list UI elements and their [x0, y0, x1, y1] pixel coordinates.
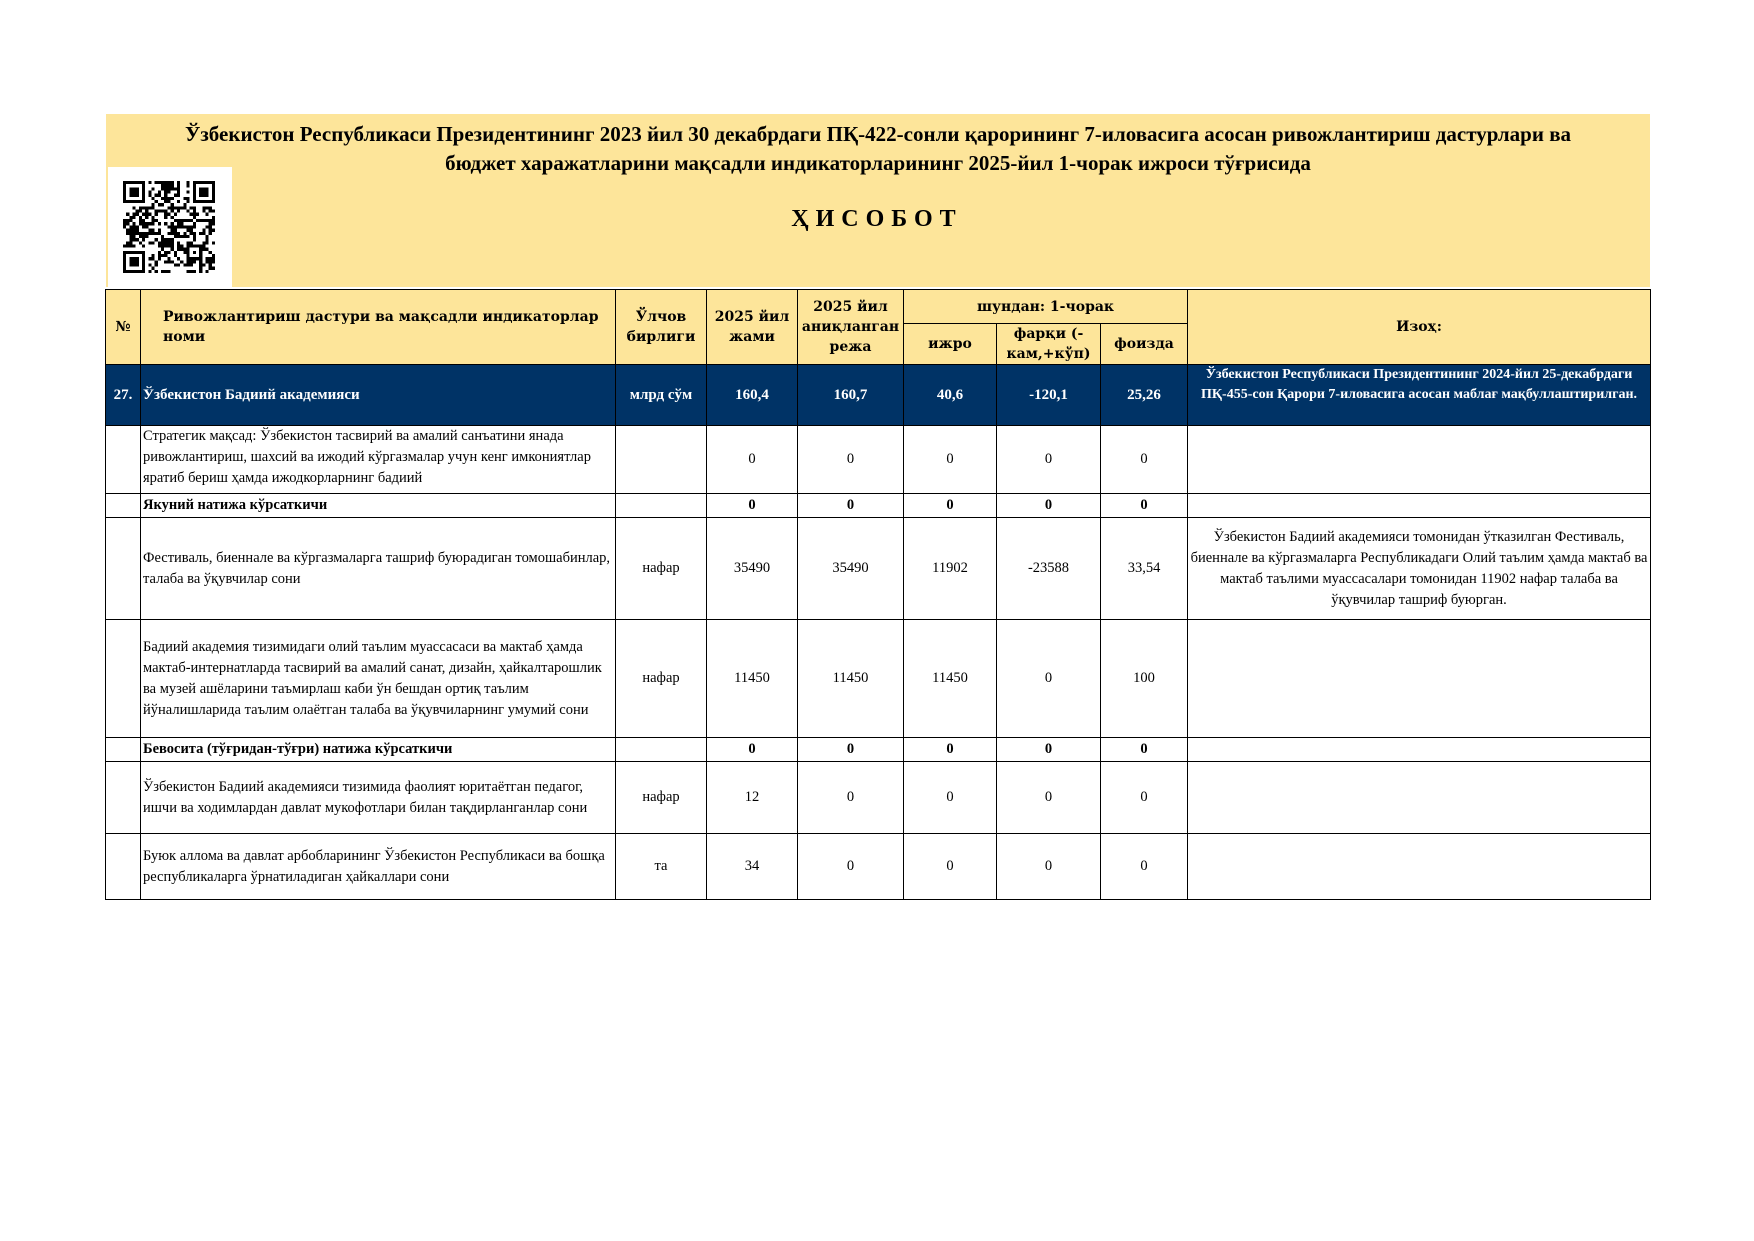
row-name: Ўзбекистон Бадиий академияси тизимида фаолият юритаётган педагог, ишчи ва ходимлардан давлат мукофотлари билан тақдирланганлар сони: [141, 762, 616, 834]
row-name: Стратегик мақсад: Ўзбекистон тасвирий ва амалий санъатини янада ривожлантириш, шахсий ва ижодий кўргазмалар учун кенг имкониятлар яратиб бериш ҳамда ижодкорларнинг бадиий: [141, 426, 616, 494]
row-note: [1188, 494, 1651, 518]
col-header-name: Ривожлантириш дастури ва мақсадли индикаторлар номи: [141, 290, 616, 365]
table-row: [106, 762, 1651, 834]
row-difference: -23588: [997, 518, 1101, 620]
row-no: [106, 620, 141, 738]
row-no: [106, 738, 141, 762]
row-no: [106, 762, 141, 834]
report-title-band: [106, 114, 1650, 287]
row-name: Бадиий академия тизимидаги олий таълим муассасаси ва мактаб ҳамда мактаб-интернатларда тасвирий ва амалий санат, дизайн, ҳайкалтарошлик ва музей ашёларини таъмирлаш каби ўн бешдан ортиқ таълим йўналишларида таълим олаётган талаба ва ўқувчиларнинг умумий сони: [141, 620, 616, 738]
col-header-note: Изоҳ:: [1188, 290, 1651, 365]
row-difference: 0: [997, 834, 1101, 900]
row-execution: 0: [904, 426, 997, 494]
row-execution: 0: [904, 762, 997, 834]
org-note: Ўзбекистон Республикаси Президентининг 2024-йил 25-декабрдаги ПҚ-455-сон Қарори 7-иловасига асосан маблағ мақбуллаштирилган.: [1188, 365, 1651, 426]
col-header-percent: фоизда: [1101, 324, 1188, 365]
row-no: [106, 834, 141, 900]
table-row: [106, 620, 1651, 738]
org-percent: 25,26: [1101, 365, 1188, 426]
row-difference: 0: [997, 620, 1101, 738]
row-plan-total: 0: [707, 494, 798, 518]
row-execution: 11902: [904, 518, 997, 620]
row-plan-refined: 11450: [798, 620, 904, 738]
row-no: [106, 426, 141, 494]
row-plan-total: 35490: [707, 518, 798, 620]
row-percent: 0: [1101, 426, 1188, 494]
row-percent: 0: [1101, 834, 1188, 900]
indicator-table: [105, 289, 1651, 900]
col-header-plan-total: 2025 йил жами: [707, 290, 798, 365]
row-note: [1188, 426, 1651, 494]
row-unit: нафар: [616, 620, 707, 738]
row-percent: 0: [1101, 494, 1188, 518]
table-row: [106, 834, 1651, 900]
row-note: [1188, 738, 1651, 762]
row-execution: 0: [904, 834, 997, 900]
row-plan-refined: 0: [798, 834, 904, 900]
row-note: [1188, 620, 1651, 738]
row-difference: 0: [997, 762, 1101, 834]
report-title-line-1: Ўзбекистон Республикаси Президентининг 2023 йил 30 декабрдаги ПҚ-422-сонли қарорининг 7-иловасига асосан ривожлантириш дастурлари ва: [184, 122, 1572, 146]
row-name: Буюк аллома ва давлат арбобларининг Ўзбекистон Республикаси ва бошқа республикаларга ўрнатиладиган ҳайкаллари сони: [141, 834, 616, 900]
row-name: Якуний натижа кўрсаткичи: [141, 494, 616, 518]
row-execution: 11450: [904, 620, 997, 738]
row-execution: 0: [904, 494, 997, 518]
row-unit: [616, 426, 707, 494]
row-plan-total: 12: [707, 762, 798, 834]
row-plan-refined: 0: [798, 426, 904, 494]
col-header-difference: фарқи (-кам,+кўп): [997, 324, 1101, 365]
row-unit: нафар: [616, 518, 707, 620]
col-header-plan-refined: 2025 йил аниқланган режа: [798, 290, 904, 365]
report-title-line-2: бюджет харажатларини мақсадли индикаторларининг 2025-йил 1-чорак ижроси тўғрисида: [445, 151, 1311, 175]
row-plan-total: 11450: [707, 620, 798, 738]
qr-code-icon: [123, 181, 215, 273]
row-note: [1188, 762, 1651, 834]
row-plan-refined: 35490: [798, 518, 904, 620]
col-header-execution: ижро: [904, 324, 997, 365]
org-unit: млрд сўм: [616, 365, 707, 426]
row-unit: нафар: [616, 762, 707, 834]
row-percent: 100: [1101, 620, 1188, 738]
row-difference: 0: [997, 738, 1101, 762]
org-no: 27.: [106, 365, 141, 426]
row-plan-refined: 0: [798, 762, 904, 834]
row-plan-refined: 0: [798, 738, 904, 762]
row-no: [106, 494, 141, 518]
row-note: Ўзбекистон Бадиий академияси томонидан ўтказилган Фестиваль, биеннале ва кўргазмаларга Республикадаги Олий таълим ҳамда мактаб ва мактаб таълими муассасалари томонидан 11902 нафар талаба ва ўқувчилар ташриф буюрган.: [1188, 518, 1651, 620]
row-difference: 0: [997, 426, 1101, 494]
row-plan-total: 0: [707, 738, 798, 762]
row-note: [1188, 834, 1651, 900]
col-header-quarter-group: шундан: 1-чорак: [904, 290, 1188, 324]
row-plan-total: 34: [707, 834, 798, 900]
org-summary-row: [106, 365, 1651, 426]
table-row: [106, 738, 1651, 762]
row-unit: [616, 738, 707, 762]
report-heading: ҲИСОБОТ: [791, 206, 963, 232]
table-row: [106, 426, 1651, 494]
table-row: [106, 494, 1651, 518]
row-name: Фестиваль, биеннале ва кўргазмаларга ташриф буюрадиган томошабинлар, талаба ва ўқувчилар сони: [141, 518, 616, 620]
report-title: [106, 120, 1650, 178]
org-plan-total: 160,4: [707, 365, 798, 426]
table-row: [106, 518, 1651, 620]
row-name: Бевосита (тўғридан-тўғри) натижа кўрсаткичи: [141, 738, 616, 762]
org-name: Ўзбекистон Бадиий академияси: [141, 365, 616, 426]
qr-code: [108, 167, 232, 289]
org-execution: 40,6: [904, 365, 997, 426]
row-percent: 33,54: [1101, 518, 1188, 620]
row-percent: 0: [1101, 738, 1188, 762]
row-no: [106, 518, 141, 620]
row-plan-total: 0: [707, 426, 798, 494]
org-difference: -120,1: [997, 365, 1101, 426]
row-unit: та: [616, 834, 707, 900]
row-percent: 0: [1101, 762, 1188, 834]
row-plan-refined: 0: [798, 494, 904, 518]
col-header-unit: Ўлчов бирлиги: [616, 290, 707, 365]
row-unit: [616, 494, 707, 518]
row-difference: 0: [997, 494, 1101, 518]
row-execution: 0: [904, 738, 997, 762]
col-header-no: №: [106, 290, 141, 365]
org-plan-refined: 160,7: [798, 365, 904, 426]
